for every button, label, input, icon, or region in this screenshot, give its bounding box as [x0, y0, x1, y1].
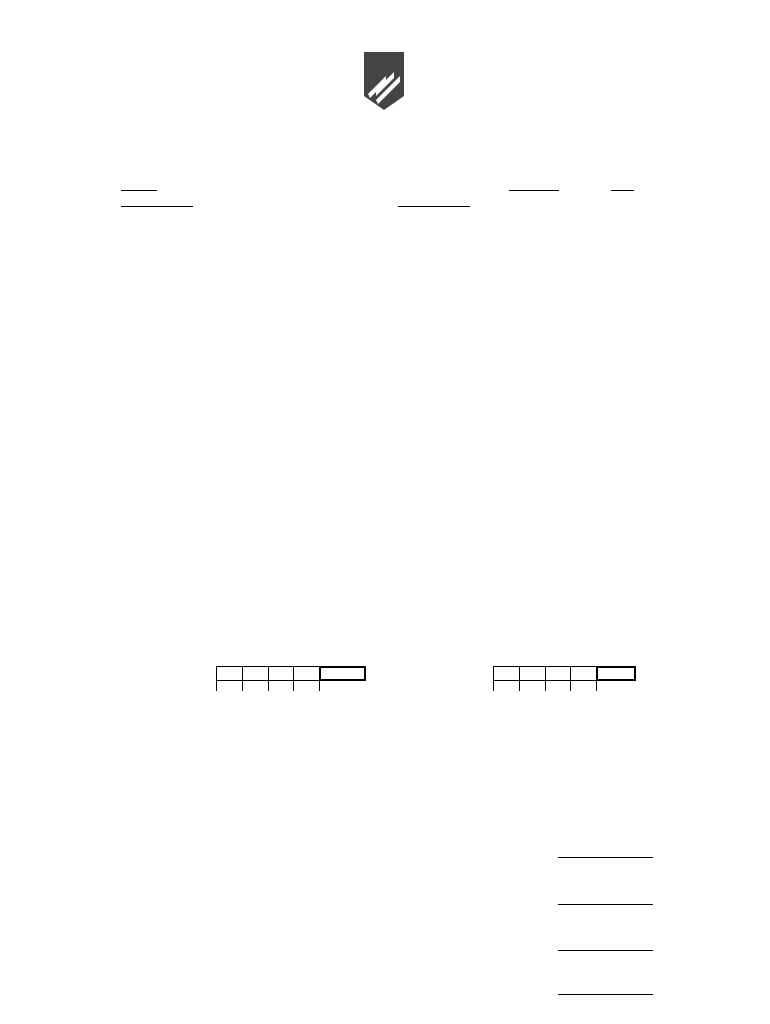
sec30-boxes-right — [493, 681, 597, 691]
team-underline-right — [398, 206, 470, 207]
nfhs-logo — [362, 50, 406, 112]
timeouts-total-left — [319, 666, 366, 681]
ref2-sig-line — [558, 994, 653, 995]
ref2-name-line — [558, 950, 653, 951]
logo-shield-icon — [362, 50, 406, 112]
ref1-sig-line — [558, 904, 653, 905]
sec30-boxes-left — [216, 681, 320, 691]
ref1-name-line — [558, 857, 653, 858]
team-underline-left — [121, 206, 193, 207]
timeouts-boxes-left — [216, 666, 320, 681]
location-underline — [509, 190, 559, 191]
game-underline — [611, 190, 634, 191]
timeouts-total-right — [596, 666, 636, 681]
date-underline — [121, 190, 157, 191]
timeouts-boxes-right — [493, 666, 597, 681]
